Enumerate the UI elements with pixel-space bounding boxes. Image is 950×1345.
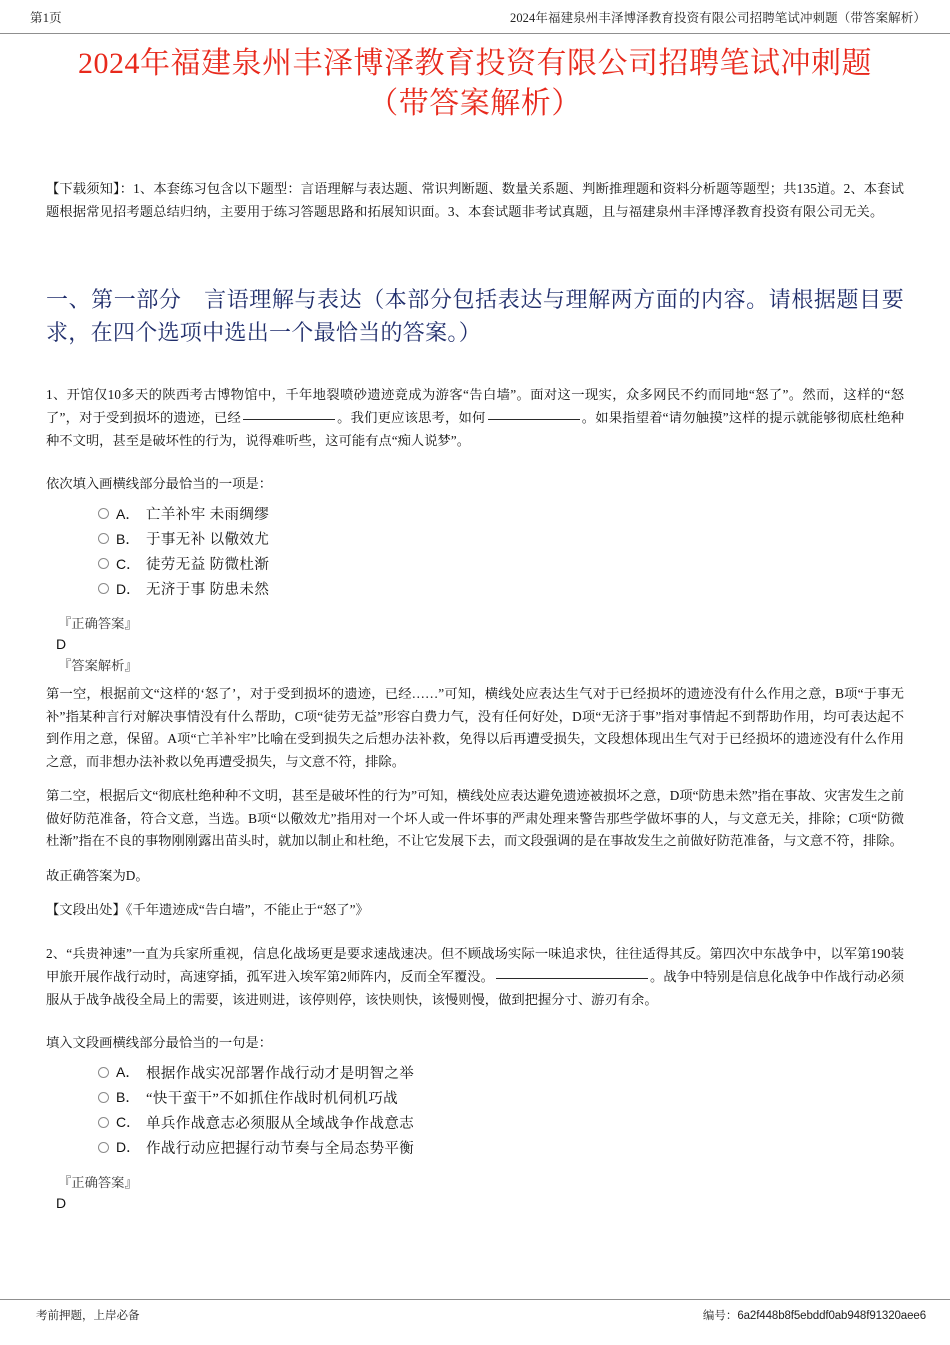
option-letter: A． — [116, 505, 140, 522]
radio-button-icon[interactable] — [98, 583, 109, 594]
option-row[interactable] — [46, 1135, 904, 1160]
radio-button-icon[interactable] — [98, 1117, 109, 1128]
option-text: 亡羊补牢 未雨绸缪 — [146, 507, 270, 523]
option-letter: C． — [116, 1114, 141, 1130]
document-body — [46, 178, 904, 1214]
question-2-options — [46, 1060, 904, 1160]
option-text: 单兵作战意志必须服从全域战争作战意志 — [146, 1115, 415, 1132]
question-1-analysis-paragraph-1: 第一空，根据前文“这样的‘怒了’，对于受到损坏的遗迹，已经……”可知，横线处应表达生气对于已经损坏的遗迹没有什么作用之意，B项“于事无补”指某种言行对解决事情没有什么帮助，C项“徒劳无益”形容白费力气，没有任何好处，D项“无济于事”指对事情起不到帮助作用，均可表达起不到作用之意，保留。A项“亡羊补牢”比喻在受到损失之后想办法补救，免得以后再遭受损失，文段想体现出生气对于已经损坏的遗迹没有什么作用之意，而非想办法补救以免再遭受损失，与文意不符，排除。 — [46, 686, 904, 769]
option-text: 徒劳无益 防微杜渐 — [146, 557, 270, 573]
option-text: 于事无补 以儆效尤 — [146, 532, 270, 548]
spacer — [46, 1011, 904, 1031]
radio-button-icon[interactable] — [98, 1142, 109, 1153]
footer-code-label: 编号： — [702, 1310, 738, 1322]
question-1-answer-label: 『正确答案』 — [58, 616, 138, 631]
question-1-stem-part2: 。我们更应该思考，如何 — [336, 410, 486, 425]
spacer — [46, 887, 904, 899]
document-title — [40, 44, 910, 124]
running-title: 2024年福建泉州丰泽博泽教育投资有限公司招聘笔试冲刺题（带答案解析） — [509, 11, 926, 25]
question-1-answer-value: D — [56, 636, 67, 652]
question-2-answer-label: 『正确答案』 — [58, 1174, 138, 1190]
question-1-analysis-paragraph-2: 第二空，根据后文“彻底杜绝种种不文明，甚至是破坏性的行为”可知，横线处应表达避免遗迹被损坏之意，D项“防患未然”指在事故、灾害发生之前做好防范准备，符合文意，当选。B项“以儆效尤”指用对一个坏人或一件坏事的严肃处理来警告那些学做坏事的人，与文意无关，排除；C项“防微杜渐”指在不良的事物刚刚露出苗头时，就加以制止和杜绝，不让它发展下去，而文段强调的是在事故发生之前做好防范准备，与文意不符，排除。 — [46, 788, 904, 848]
option-row[interactable] — [46, 1060, 904, 1085]
option-row[interactable] — [46, 551, 904, 576]
option-text: “快干蛮干”不如抓住作战时机伺机巧战 — [146, 1090, 399, 1107]
question-1-source: 【文段出处】《千年遗迹成“告白墙”，不能止于“怒了”》 — [46, 902, 369, 917]
spacer — [46, 1160, 904, 1172]
fill-blank-1 — [243, 419, 335, 420]
radio-button-icon[interactable] — [98, 533, 109, 544]
document-title-line1: 2024年福建泉州丰泽博泽教育投资有限公司招聘笔试冲刺题 — [78, 47, 872, 80]
option-letter: D． — [116, 1139, 141, 1155]
fill-blank-2 — [488, 419, 580, 420]
option-letter: A． — [116, 1064, 140, 1080]
question-1-analysis-conclusion: 故正确答案为D。 — [46, 867, 149, 883]
option-row[interactable] — [46, 501, 904, 526]
option-letter: B． — [116, 530, 140, 547]
spacer — [46, 676, 904, 683]
option-letter: D． — [116, 580, 141, 597]
download-notice: 【下载须知】：1、本套练习包含以下题型：言语理解与表达题、常识判断题、数量关系题、判断推理题和资料分析题等题型；共135道。2、本套试题根据常见招考题总结归纳，主要用于练习答题思路和拓展知识面。3、本套试题非考试真题，且与福建泉州丰泽博泽教育投资有限公司无关。 — [46, 181, 904, 219]
spacer — [46, 452, 904, 472]
spacer — [46, 853, 904, 865]
radio-button-icon[interactable] — [98, 508, 109, 519]
question-1-stem — [46, 383, 904, 452]
radio-button-icon[interactable] — [98, 1092, 109, 1103]
option-text: 根据作战实况部署作战行动才是明智之举 — [146, 1065, 415, 1082]
option-row[interactable] — [46, 1085, 904, 1110]
option-row[interactable] — [46, 1110, 904, 1135]
question-2-stem-part1: 2、“兵贵神速”一直为兵家所重视，信息化战场更是要求速战速决。但不顾战场实际一味追求快，往往适得其反。第四次中东战争中，以军第190装甲旅开展作战行动时，高速穿插，孤军进入埃军第2师阵内，反而全军覆没。 — [46, 945, 904, 984]
page-footer — [0, 1299, 950, 1327]
option-letter: C． — [116, 555, 141, 572]
option-row[interactable] — [46, 576, 904, 601]
option-text: 作战行动应把握行动节奏与全局态势平衡 — [146, 1140, 415, 1157]
option-letter: B． — [116, 1089, 140, 1105]
spacer — [46, 922, 904, 942]
question-1-prompt: 依次填入画横线部分最恰当的一项是： — [46, 476, 273, 491]
question-2-prompt: 填入文段画横线部分最恰当的一句是： — [46, 1034, 273, 1050]
question-2-stem-part2: 。战争中特别是信息化战争中作战行动必须服从于战争战役全局上的需要，该进则进，该停则停，该快则快，该慢则慢，做到把握分寸、游刃有余。 — [46, 968, 904, 1007]
spacer — [46, 773, 904, 785]
question-2-stem — [46, 942, 904, 1011]
footer-code-value: 6a2f448b8f5ebddf0ab948f91320aee6 — [737, 1310, 926, 1322]
footer-slogan: 考前押题，上岸必备 — [36, 1310, 140, 1322]
page-header — [0, 8, 950, 34]
spacer — [46, 223, 904, 283]
radio-button-icon[interactable] — [98, 1067, 109, 1078]
question-1-stem-part3: 。如果指望着“请勿触摸”这样的提示就能够彻底杜绝种种不文明，甚至是破坏性的行为，说得难听些，这可能有点“痴人说梦”。 — [46, 410, 905, 448]
radio-button-icon[interactable] — [98, 558, 109, 569]
page-number-marker: 第1页 — [30, 11, 62, 25]
document-title-line2: （带答案解析） — [368, 87, 582, 120]
fill-blank-1 — [496, 978, 648, 979]
question-1-analysis-label: 『答案解析』 — [58, 658, 138, 673]
spacer — [46, 601, 904, 613]
option-row[interactable] — [46, 526, 904, 551]
question-1-stem-part1: 1、开馆仅10多天的陕西考古博物馆中，千年地裂喷砂遗迹竟成为游客“告白墙”。面对这一现实，众多网民不约而同地“怒了”。然而，这样的“怒了”，对于受到损坏的遗迹，已经 — [46, 387, 904, 425]
question-2-answer-value: D — [56, 1194, 67, 1211]
option-text: 无济于事 防患未然 — [146, 582, 270, 598]
question-1-options — [46, 501, 904, 601]
section-heading: 一、第一部分 言语理解与表达（本部分包括表达与理解两方面的内容。请根据题目要求，在四个选项中选出一个最恰当的答案。） — [46, 287, 904, 345]
spacer — [46, 349, 904, 383]
footer-code — [703, 1307, 926, 1323]
